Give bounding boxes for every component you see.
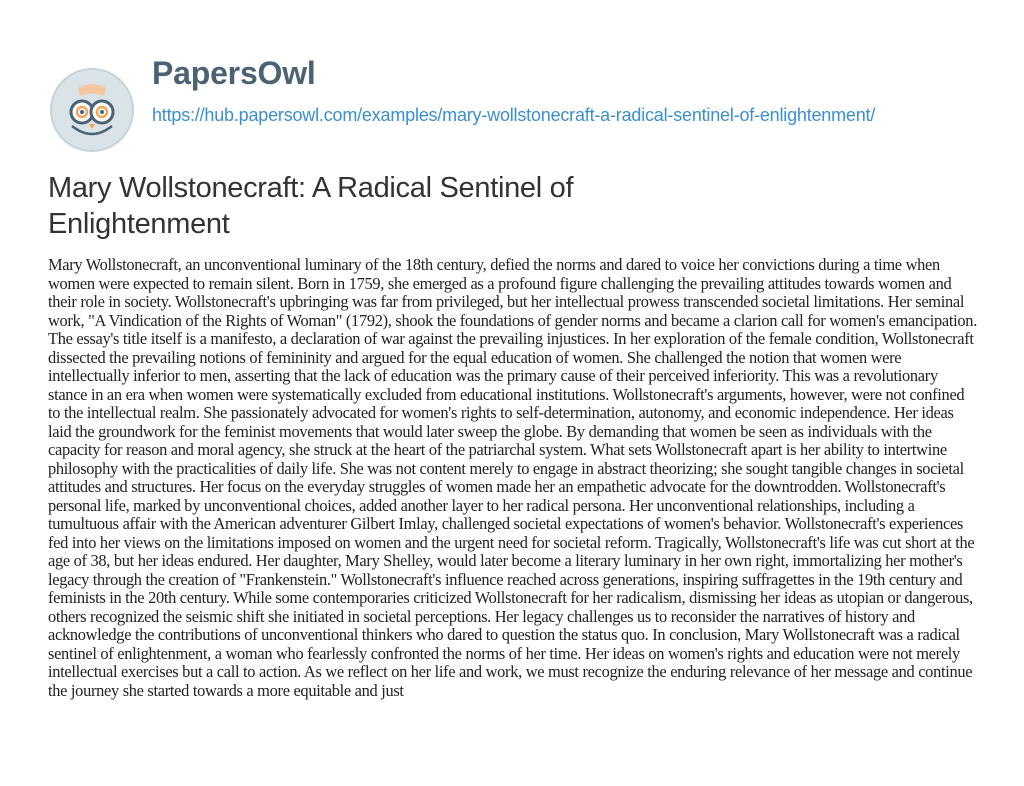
site-header [48,55,988,138]
owl-logo-icon [48,66,136,154]
essay-body: Mary Wollstonecraft, an unconventional luminary of the 18th century, defied the norms and dared to voice her convictions during a time when women were expected to remain silent. Born in 1759, she emerged as a profound figure challenging the prevailing attitudes towards women and their role in society. Wollstonecraft's upbringing was far from privileged, but her intellectual prowess transcended societal limitations. Her seminal work, "A Vindication of the Rights of Woman" (1792), shook the foundations of gender norms and became a clarion call for women's emancipation. The essay's title itself is a manifesto, a declaration of war against the prevailing injustices. In her exploration of the female condition, Wollstonecraft dissected the prevailing notions of femininity and argued for the equal education of women. She challenged the notion that women were intellectually inferior to men, asserting that the lack of education was the primary cause of their perceived inferiority. This was a revolutionary stance in an era when women were systematically excluded from educational institutions. Wollstonecraft's arguments, however, were not confined to the intellectual realm. She passionately advocated for women's rights to self-determination, autonomy, and economic independence. Her ideas laid the groundwork for the feminist movements that would later sweep the globe. By demanding that women be seen as individuals with the capacity for reason and moral agency, she struck at the heart of the patriarchal system. What sets Wollstonecraft apart is her ability to intertwine philosophy with the practicalities of daily life. She was not content merely to engage in abstract theorizing; she sought tangible changes in societal attitudes and structures. Her focus on the everyday struggles of women made her an empathetic advocate for the downtrodden. Wollstonecraft's personal life, marked by unconventional choices, added another layer to her radical persona. Her unconventional relationships, including a tumultuous affair with the American adventurer Gilbert Imlay, challenged societal expectations of women's behavior. Wollstonecraft's experiences fed into her views on the limitations imposed on women and the urgent need for societal reform. Tragically, Wollstonecraft's life was cut short at the age of 38, but her ideas endured. Her daughter, Mary Shelley, would later become a literary luminary in her own right, immortalizing her mother's legacy through the creation of "Frankenstein." Wollstonecraft's influence reached across generations, inspiring suffragettes in the 19th century and feminists in the 20th century. While some contemporaries criticized Wollstonecraft for her radicalism, dismissing her ideas as utopian or dangerous, others recognized the seismic shift she initiated in societal perceptions. Her legacy challenges us to reconsider the narratives of history and acknowledge the contributions of unconventional thinkers who dared to question the status quo. In conclusion, Mary Wollstonecraft was a radical sentinel of enlightenment, a woman who fearlessly confronted the norms of her time. Her ideas on women's rights and education were not merely intellectual exercises but a call to action. As we reflect on her life and work, we must recognize the enduring relevance of her message and continue the journey she started towards a more equitable and just [48,255,977,700]
brand-name: PapersOwl [152,55,316,91]
source-url-link[interactable]: https://hub.papersowl.com/examples/mary-wollstonecraft-a-radical-sentinel-of-enlightenment/ [152,105,876,125]
page-title: Mary Wollstonecraft: A Radical Sentinel of Enlightenment [48,172,574,240]
